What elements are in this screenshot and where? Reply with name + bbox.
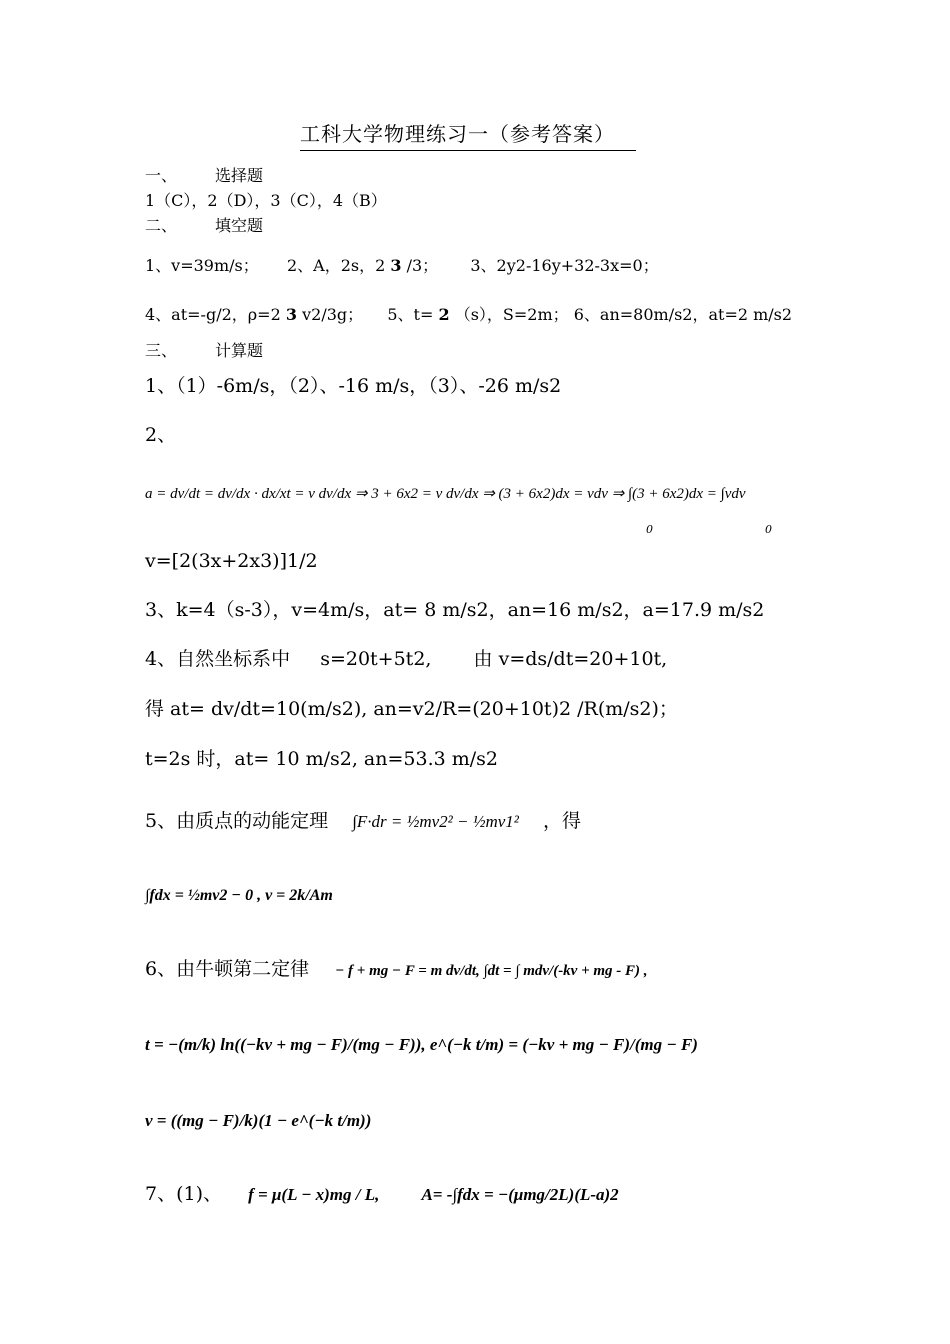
calc-answer-4-position: s=20t+5t2, xyxy=(320,648,432,670)
section-name: 计算题 xyxy=(215,341,264,360)
section-name: 填空题 xyxy=(215,216,264,235)
calc-answer-5-therefore: ，得 xyxy=(542,810,581,832)
fill-answer-2: 2、A，2s，2 xyxy=(286,256,386,275)
calc-answer-6-line-3: v = ((mg − F)/k)(1 − e^(−k t/m)) xyxy=(145,1111,372,1130)
calc-answer-7 xyxy=(145,1185,619,1204)
calc-answer-6-line-1 xyxy=(145,960,648,979)
calc-answer-1: 1、（1）-6m/s，（2）、-16 m/s，（3）、-26 m/s2 xyxy=(145,375,562,397)
sqrt-value: 3 xyxy=(285,305,298,324)
calc-answer-6-intro: 6、由牛顿第二定律 xyxy=(145,958,310,980)
fill-answer-4: 4、at=-g/2，ρ=2 xyxy=(145,305,281,324)
calc-answer-7-label: 7、(1)、 xyxy=(145,1183,223,1205)
calc-answer-3: 3、k=4（s-3），v=4m/s，at= 8 m/s2，an=16 m/s2，a=17.9 m/s2 xyxy=(145,599,765,621)
calc-answer-2-result: v=[2(3x+2x3)]1/2 xyxy=(145,550,318,572)
calc-answer-2-label: 2、 xyxy=(145,424,177,446)
sqrt-value: 2 xyxy=(438,305,450,324)
section-heading-fill xyxy=(145,218,263,234)
calc-answer-4-velocity: 由 v=ds/dt=20+10t, xyxy=(473,648,668,670)
section-heading-choice xyxy=(145,168,263,184)
fill-answer-5: 5、t= xyxy=(387,305,434,324)
calc-answer-5-intro: 5、由质点的动能定理 xyxy=(145,810,329,832)
work-energy-equation: ∫F·dr = ½mv2² − ½mv1² xyxy=(352,812,519,831)
section-heading-calc xyxy=(145,343,263,359)
fill-answer-5-tail: （s），S=2m； xyxy=(454,305,569,324)
fill-line-2 xyxy=(145,307,792,323)
fill-answer-6: 6、an=80m/s2，at=2 m/s2 xyxy=(573,305,793,324)
section-number: 三、 xyxy=(145,341,178,360)
fill-answer-3: 3、2y2-16y+32-3x=0； xyxy=(470,256,659,275)
friction-force-equation: f = μ(L − x)mg / L, xyxy=(248,1185,380,1204)
choice-answers: 1（C），2（D），3（C），4（B） xyxy=(145,191,387,210)
section-number: 二、 xyxy=(145,216,178,235)
sqrt-value: 3 xyxy=(390,256,402,275)
integral-lower-limit: 0 xyxy=(765,523,772,536)
fill-answer-1: 1、v=39m/s； xyxy=(145,256,259,275)
work-integral-equation: A= -∫fdx = −(μmg/2L)(L-a)2 xyxy=(421,1185,619,1204)
fill-answer-2-tail: /3； xyxy=(406,256,439,275)
calc-answer-4-line-2: 得 at= dv/dt=10(m/s2), an=v2/R=(20+10t)2 /R(m/s2)； xyxy=(145,698,678,720)
section-name: 选择题 xyxy=(215,166,264,185)
calc-answer-6-line-2: t = −(m/k) ln((−kv + mg − F)/(mg − F)), e^(−k t/m) = (−kv + mg − F)/(mg − F) xyxy=(145,1035,698,1054)
calc-answer-5-line-1 xyxy=(145,812,581,831)
calc-answer-2-equation: a = dv/dt = dv/dx · dx/xt = v dv/dx ⇒ 3 + 6x2 = v dv/dx ⇒ (3 + 6x2)dx = vdv ⇒ ∫(3 + 6x2)dx = ∫vdv xyxy=(145,487,746,502)
title-underline xyxy=(300,150,636,151)
calc-answer-5-line-2: ∫fdx = ½mv2 − 0 , v = 2k/Am xyxy=(145,887,333,904)
calc-answer-4-line-1 xyxy=(145,650,667,669)
calc-answer-4-intro: 4、自然坐标系中 xyxy=(145,648,291,670)
section-number: 一、 xyxy=(145,166,178,185)
fill-line-1 xyxy=(145,258,659,274)
page-title: 工科大学物理练习一（参考答案） xyxy=(300,122,615,146)
integral-lower-limit: 0 xyxy=(646,523,653,536)
fill-answer-4-tail: v2/3g； xyxy=(302,305,364,324)
newton-second-law-equation: − f + mg − F = m dv/dt, ∫dt = ∫ mdv/(-kv + mg - F) , xyxy=(335,963,648,979)
calc-answer-4-line-3: t=2s 时，at= 10 m/s2, an=53.3 m/s2 xyxy=(145,748,498,770)
